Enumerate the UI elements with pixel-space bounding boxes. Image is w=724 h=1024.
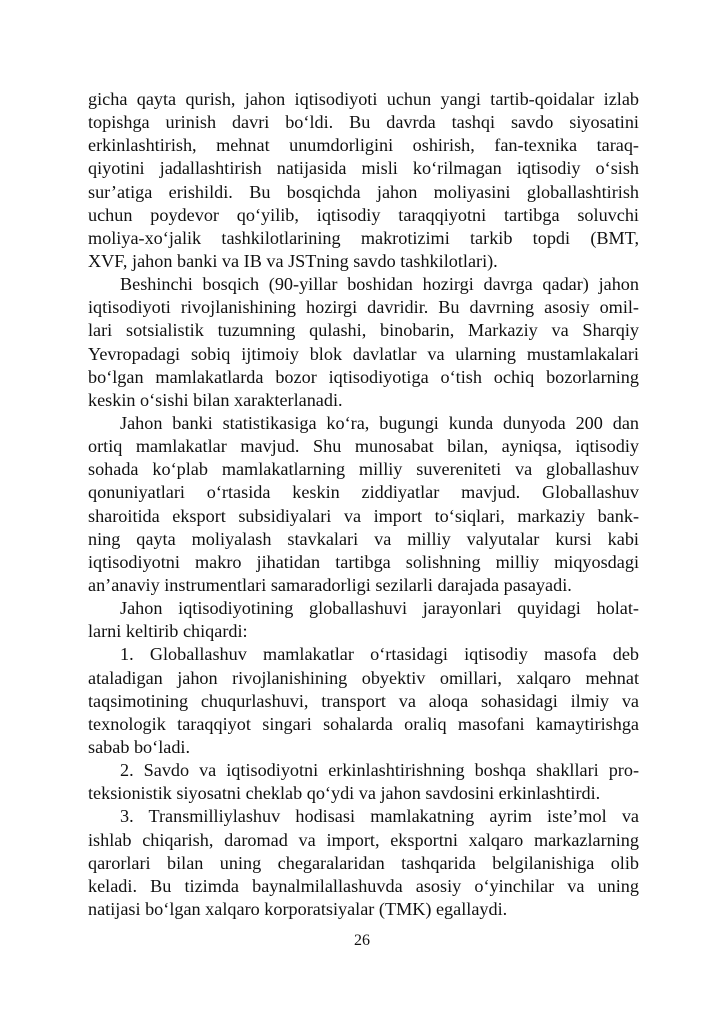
- paragraph: [88, 273, 639, 412]
- text-line: iqtisodiyotni makro jihatidan tartibga solishning milliy miqyosdagi: [88, 551, 639, 572]
- text-line: iqtisodiyoti rivojlanishining hozirgi davridir. Bu davrning asosiy omil-: [88, 297, 639, 318]
- text-line: XVF, jahon banki va IB va JSTning savdo tashkilotlari).: [88, 250, 498, 271]
- text-line: lari sotsialistik tuzumning qulashi, binobarin, Markaziy va Sharqiy: [88, 320, 639, 341]
- paragraph: [88, 805, 639, 921]
- text-line: natijasi bo‘lgan xalqaro korporatsiyalar (TMK) egallaydi.: [88, 898, 508, 919]
- text-line: sohada ko‘plab mamlakatlarning milliy suvereniteti va globallashuv: [88, 459, 639, 480]
- text-line: moliya-xo‘jalik tashkilotlarining makrotizimi tarkib topdi (BMT,: [88, 227, 639, 248]
- text-line: ning qayta moliyalash stavkalari va milliy valyutalar kursi kabi: [88, 528, 639, 549]
- text-line: sur’atiga erishildi. Bu bosqichda jahon moliyasini globallashtirish: [88, 181, 639, 202]
- paragraph: [88, 643, 639, 759]
- text-line: erkinlashtirish, mehnat unumdorligini oshirish, fan-texnika taraq-: [88, 135, 639, 156]
- text-line: keskin o‘sishi bilan xarakterlanadi.: [88, 389, 343, 410]
- text-line: Jahon iqtisodiyotining globallashuvi jarayonlari quyidagi holat-: [120, 598, 639, 619]
- text-line: qonuniyatlari o‘rtasida keskin ziddiyatlar mavjud. Globallashuv: [88, 482, 639, 503]
- text-line: sharoitida eksport subsidiyalari va import to‘siqlari, markaziy bank-: [88, 505, 639, 526]
- text-line: topishga urinish davri bo‘ldi. Bu davrda tashqi savdo siyosatini: [88, 112, 639, 133]
- text-line: keladi. Bu tizimda baynalmilallashuvda asosiy o‘yinchilar va uning: [88, 875, 639, 896]
- paragraph: [88, 88, 639, 273]
- text-line: 2. Savdo va iqtisodiyotni erkinlashtirishning boshqa shakllari pro-: [120, 760, 639, 781]
- paragraph: [88, 412, 639, 597]
- text-line: gicha qayta qurish, jahon iqtisodiyoti uchun yangi tartib-qoidalar izlab: [88, 89, 639, 109]
- text-line: Jahon banki statistikasiga ko‘ra, bugungi kunda dunyoda 200 dan: [120, 412, 639, 433]
- paragraph: [88, 597, 639, 643]
- text-line: qarorlari bilan uning chegaralaridan tashqarida belgilanishiga olib: [88, 852, 639, 873]
- text-line: qiyotini jadallashtirish natijasida misli ko‘rilmagan iqtisodiy o‘sish: [88, 158, 639, 179]
- text-line: ataladigan jahon rivojlanishining obyektiv omillari, xalqaro mehnat: [88, 667, 639, 688]
- document-body: [88, 88, 639, 921]
- text-line: taqsimotining chuqurlashuvi, transport va aloqa sohasidagi ilmiy va: [88, 690, 639, 711]
- text-line: Beshinchi bosqich (90-yillar boshidan hozirgi davrga qadar) jahon: [120, 274, 639, 295]
- text-line: ortiq mamlakatlar mavjud. Shu munosabat bilan, ayniqsa, iqtisodiy: [88, 436, 639, 457]
- text-line: teksionistik siyosatni cheklab qo‘ydi va jahon savdosini erkinlashtirdi.: [88, 783, 601, 804]
- paragraph: [88, 759, 639, 805]
- text-line: Yevropadagi sobiq ijtimoiy blok davlatlar va ularning mustamlakalari: [88, 343, 639, 364]
- text-line: ishlab chiqarish, daromad va import, eksportni xalqaro markazlarning: [88, 829, 639, 850]
- text-line: 1. Globallashuv mamlakatlar o‘rtasidagi iqtisodiy masofa deb: [120, 644, 639, 665]
- text-line: sabab bo‘ladi.: [88, 736, 191, 757]
- text-line: an’anaviy instrumentlari samaradorligi sezilarli darajada pasayadi.: [88, 574, 572, 595]
- text-line: bo‘lgan mamlakatlarda bozor iqtisodiyotiga o‘tish ochiq bozorlarning: [88, 366, 639, 387]
- text-line: texnologik taraqqiyot singari sohalarda oraliq masofani kamaytirishga: [88, 713, 639, 734]
- text-line: 3. Transmilliylashuv hodisasi mamlakatning ayrim iste’mol va: [120, 806, 639, 827]
- page-number: 26: [354, 932, 370, 949]
- text-line: larni keltirib chiqardi:: [88, 621, 248, 642]
- text-line: uchun poydevor qo‘yilib, iqtisodiy taraqqiyotni tartibga soluvchi: [88, 204, 639, 225]
